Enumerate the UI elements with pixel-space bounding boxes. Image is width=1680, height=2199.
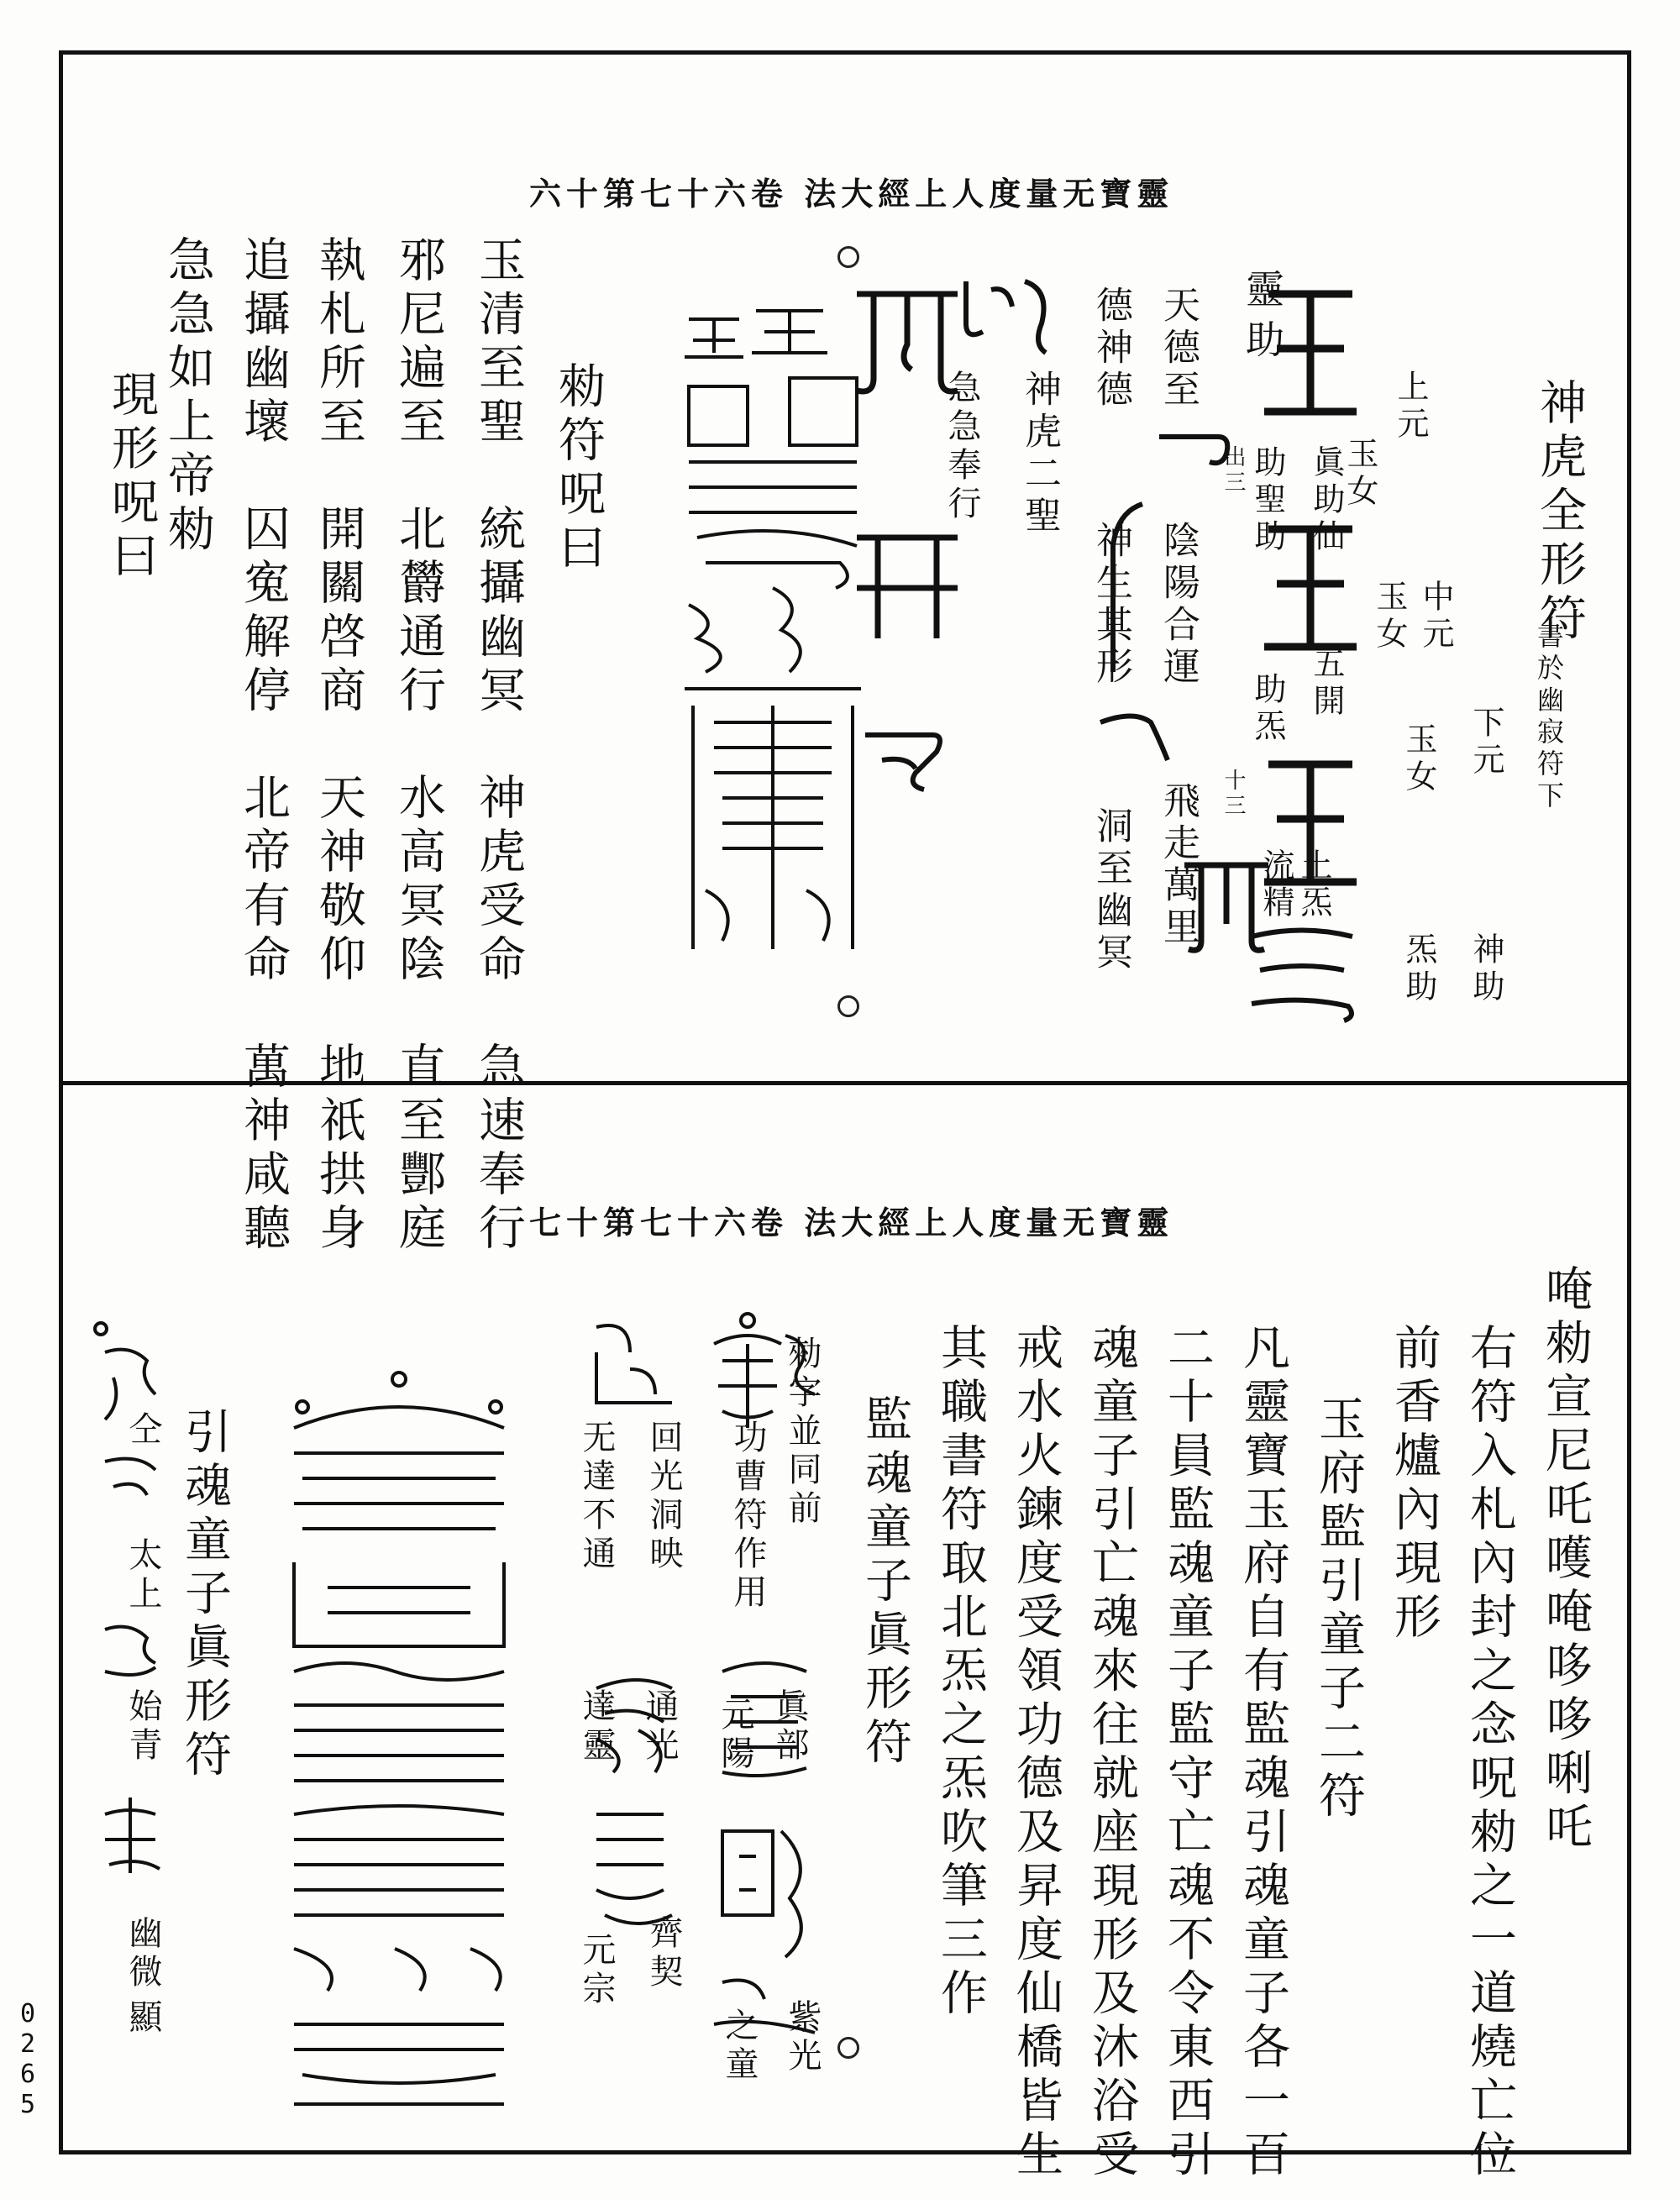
page-number: 0265 xyxy=(19,1999,36,2119)
incantation-line-4: 追攝幽壞 囚寃解停 北帝有命 萬神咸聽 xyxy=(236,235,291,1257)
label-jade-girl-3: 玉女 xyxy=(1400,722,1437,796)
label-note-b: 十三 xyxy=(1221,769,1246,819)
central-seal-talisman xyxy=(672,302,874,958)
label-xian: 顯 xyxy=(123,1999,162,2038)
label-jade-girl-1: 玉女 xyxy=(1341,437,1378,511)
incantation-title: 勑符呪曰 xyxy=(551,361,606,576)
label-tian-de-zhi: 天德至 xyxy=(1157,286,1200,412)
label-zhu: 助 xyxy=(1240,319,1285,365)
bottom-line-8: 戒水火鍊度受領功德及昇度仙橋皆生 xyxy=(1009,1323,1063,2183)
label-tai-shang: 太上 xyxy=(123,1537,162,1614)
incantation-line-5: 急急如上帝勑 xyxy=(160,235,215,558)
label-dong-zhi-you-ming: 洞至幽冥 xyxy=(1089,806,1132,974)
label-zhen-zhu-xian: 眞助仙 xyxy=(1308,445,1345,556)
label-ji-ji-feng-xing: 急急奉行 xyxy=(942,370,981,524)
label-zhen-bu: 眞部 xyxy=(770,1688,809,1766)
page-divider xyxy=(59,1081,1631,1085)
label-lower: 下元 xyxy=(1467,706,1504,779)
seal-character-top-left-glyph xyxy=(958,273,1058,357)
label-you-wei: 幽微 xyxy=(123,1915,162,1992)
ring-mark-top-2 xyxy=(837,995,859,1017)
top-title-note: 書於幽寂符下 xyxy=(1533,622,1565,813)
label-shen-zhu: 神助 xyxy=(1467,932,1504,1006)
ring-mark-top-1 xyxy=(837,246,859,268)
label-hui-guang: 回光洞映 xyxy=(644,1420,683,1574)
label-jin: 仝 xyxy=(123,1411,162,1450)
label-zi-guang: 紫光 xyxy=(783,1999,822,2076)
label-shen-hu-er-sheng: 神虎二聖 xyxy=(1018,370,1061,538)
bottom-line-1: 唵勑宣尼吒嚄唵哆哆唎吒 xyxy=(1538,1264,1593,1855)
label-ling: 靈 xyxy=(1240,269,1285,314)
label-da-ling: 達靈 xyxy=(577,1688,616,1766)
label-yuan-yang: 元陽 xyxy=(716,1697,754,1774)
label-gong-cao: 功曹符作用 xyxy=(728,1420,767,1613)
label-yin-yang-he-yun: 陰陽合運 xyxy=(1157,521,1200,689)
label-upper: 上元 xyxy=(1392,370,1429,443)
label-fei-zou-wan-li: 飛走萬里 xyxy=(1157,781,1200,949)
label-liu-jing: 流精 xyxy=(1257,848,1294,922)
second-talisman-title: 引魂童子眞形符 xyxy=(177,1407,232,1783)
top-running-header: 六十第七十六卷 法大經上人度量无寶靈 xyxy=(529,175,1174,213)
label-wu-da: 无達不通 xyxy=(577,1420,616,1574)
bottom-line-2: 右符入札內封之念呪勑之一道燒亡位 xyxy=(1462,1323,1517,2183)
label-jade-girl-2: 玉女 xyxy=(1371,580,1408,653)
bottom-line-4: 玉府監引童子二符 xyxy=(1311,1394,1366,1824)
label-chi-zi: 勑字並同前 xyxy=(783,1336,822,1529)
label-tu-qi: 土炁 xyxy=(1295,848,1332,922)
label-tong-guang: 通光 xyxy=(640,1688,679,1766)
label-wu-kai: 五開 xyxy=(1308,647,1345,721)
label-shen-sheng-qi-xing: 神生其形 xyxy=(1089,521,1132,689)
bottom-seal-talisman-large xyxy=(277,1369,521,2125)
bottom-line-5: 凡靈寶玉府自有監魂引魂童子各一百 xyxy=(1236,1323,1290,2183)
bottom-running-header: 七十第七十六卷 法大經上人度量无寶靈 xyxy=(529,1204,1174,1241)
label-de-shen-de: 德神德 xyxy=(1089,286,1132,412)
incantation-line-2: 邪尼遍至 北欝通行 水高冥陰 直至酆庭 xyxy=(391,235,446,1257)
label-middle: 中元 xyxy=(1417,580,1454,653)
label-zhi-tong: 之童 xyxy=(720,2007,759,2085)
top-title: 神虎全形符 xyxy=(1532,378,1587,647)
label-qi-zhu: 炁助 xyxy=(1400,932,1437,1006)
ring-mark-bottom xyxy=(837,2037,859,2059)
incantation-line-1: 玉清至聖 統攝幽冥 神虎受命 急速奉行 xyxy=(471,235,526,1257)
incantation-line-3: 執札所至 開關啓商 天神敬仰 地祇拱身 xyxy=(312,235,366,1257)
label-yuan-zong: 元宗 xyxy=(577,1932,616,2009)
bottom-talisman-title: 監魂童子眞形符 xyxy=(858,1394,912,1771)
label-zhu-qi: 助炁 xyxy=(1249,672,1286,746)
label-zhu-sheng-zhu: 助聖助 xyxy=(1249,445,1286,556)
bottom-line-6: 二十員監魂童子監守亡魂不令東西引 xyxy=(1160,1323,1215,2183)
bottom-line-3: 前香爐內現形 xyxy=(1387,1323,1441,1645)
label-shi-qing: 始青 xyxy=(123,1688,162,1766)
seal-character-hook-3 xyxy=(1092,706,1176,764)
incantation-line-6: 現形呪曰 xyxy=(104,370,159,585)
seal-character-san xyxy=(1243,924,1361,1025)
bottom-line-9: 其職書符取北炁之炁吹筆三作 xyxy=(933,1323,988,2022)
label-qi-qi: 齊契 xyxy=(644,1915,683,1992)
label-note-a: 出三 xyxy=(1221,445,1246,496)
bottom-line-7: 魂童子引亡魂來往就座現形及沐浴受 xyxy=(1084,1323,1139,2183)
